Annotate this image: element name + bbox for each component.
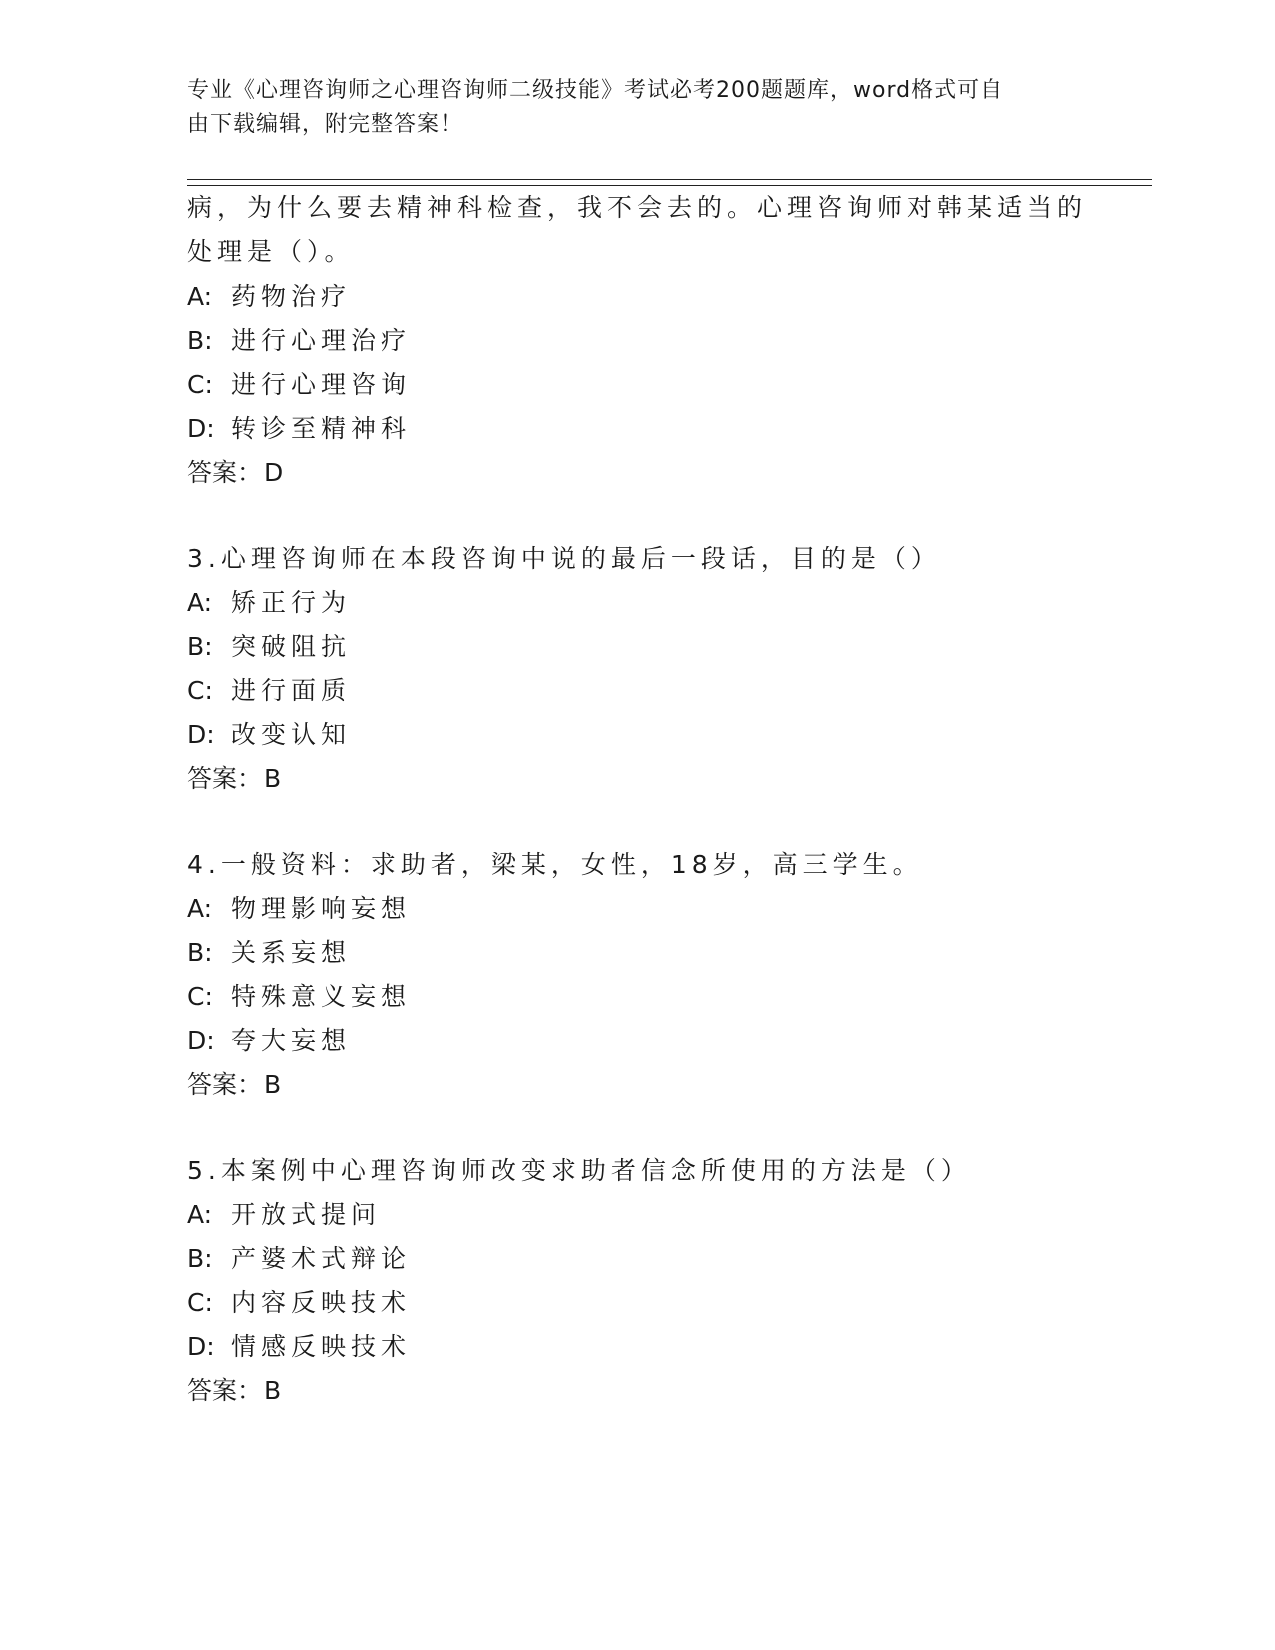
option-text: 药物治疗 [231, 282, 352, 311]
option-letter: B: [187, 1244, 213, 1273]
answer-value: B [264, 1070, 282, 1099]
q5-option-c [187, 1287, 411, 1319]
header-divider-bottom [187, 185, 1152, 186]
option-text: 进行心理治疗 [231, 326, 412, 355]
q2-option-b [187, 325, 411, 357]
q2-stem-line-2: 处理是（）。 [187, 237, 355, 266]
option-letter: B: [187, 632, 213, 661]
q3-option-b [187, 631, 351, 663]
q5-option-b [187, 1243, 411, 1275]
option-text: 转诊至精神科 [231, 414, 412, 443]
q3-option-d [187, 719, 351, 751]
option-text: 突破阻抗 [231, 632, 352, 661]
option-text: 内容反映技术 [231, 1288, 412, 1317]
option-text: 情感反映技术 [231, 1332, 412, 1361]
q2-option-a [187, 281, 351, 313]
q3-answer [187, 763, 281, 795]
option-text: 矫正行为 [231, 588, 352, 617]
q4-option-d [187, 1025, 351, 1057]
option-letter: D: [187, 720, 215, 749]
q4-stem: 4.一般资料：求助者，梁某，女性，18岁，高三学生。 [187, 850, 923, 879]
option-text: 进行心理咨询 [231, 370, 412, 399]
option-letter: D: [187, 1026, 215, 1055]
answer-value: B [264, 1376, 282, 1405]
q3-stem: 3.心理咨询师在本段咨询中说的最后一段话，目的是（） [187, 544, 941, 573]
option-letter: A: [187, 588, 213, 617]
answer-label: 答案： [187, 458, 263, 487]
option-text: 改变认知 [231, 720, 352, 749]
q5-option-d [187, 1331, 411, 1363]
q5-answer [187, 1375, 281, 1407]
option-letter: B: [187, 326, 213, 355]
answer-label: 答案： [187, 764, 263, 793]
option-text: 开放式提问 [231, 1200, 382, 1229]
option-text: 夸大妄想 [231, 1026, 352, 1055]
header-line-1: 专业《心理咨询师之心理咨询师二级技能》考试必考200题题库，word格式可自 [187, 78, 1004, 103]
option-letter: A: [187, 894, 213, 923]
option-text: 物理影响妄想 [231, 894, 412, 923]
header-divider-top [187, 179, 1152, 180]
answer-label: 答案： [187, 1376, 263, 1405]
option-letter: C: [187, 1288, 213, 1317]
q4-answer [187, 1069, 281, 1101]
option-letter: C: [187, 676, 213, 705]
option-text: 关系妄想 [231, 938, 352, 967]
header-line-2: 由下载编辑，附完整答案！ [187, 112, 464, 137]
option-letter: C: [187, 982, 213, 1011]
q2-option-d [187, 413, 411, 445]
option-letter: D: [187, 414, 215, 443]
option-text: 特殊意义妄想 [231, 982, 412, 1011]
q2-stem-line-1: 病，为什么要去精神科检查，我不会去的。心理咨询师对韩某适当的 [187, 193, 1088, 222]
q3-option-a [187, 587, 351, 619]
answer-value: B [264, 764, 282, 793]
q4-option-b [187, 937, 351, 969]
q4-option-c [187, 981, 411, 1013]
option-letter: C: [187, 370, 213, 399]
document-header [187, 74, 1067, 142]
option-letter: A: [187, 282, 213, 311]
q4-option-a [187, 893, 411, 925]
q3-option-c [187, 675, 351, 707]
q5-option-a [187, 1199, 381, 1231]
q2-option-c [187, 369, 411, 401]
q5-stem: 5.本案例中心理咨询师改变求助者信念所使用的方法是（） [187, 1156, 971, 1185]
option-text: 进行面质 [231, 676, 352, 705]
option-letter: A: [187, 1200, 213, 1229]
answer-label: 答案： [187, 1070, 263, 1099]
option-text: 产婆术式辩论 [231, 1244, 412, 1273]
q2-answer [187, 457, 283, 489]
answer-value: D [264, 458, 284, 487]
option-letter: D: [187, 1332, 215, 1361]
option-letter: B: [187, 938, 213, 967]
